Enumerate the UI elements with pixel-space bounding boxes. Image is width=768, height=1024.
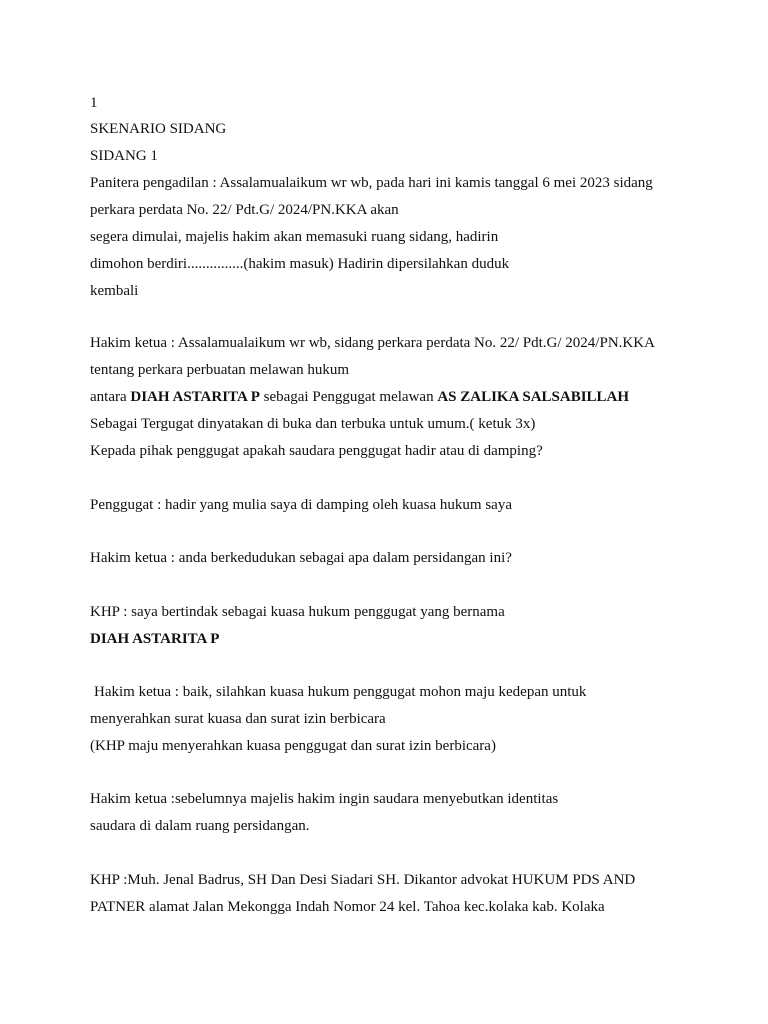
paragraph-line: tentang perkara perbuatan melawan hukum <box>90 362 350 378</box>
paragraph-line: Sebagai Tergugat dinyatakan di buka dan terbuka untuk umum.( ketuk 3x) <box>90 416 536 432</box>
paragraph-line: segera dimulai, majelis hakim akan memasuki ruang sidang, hadirin <box>90 229 499 245</box>
document-title: SKENARIO SIDANG <box>90 121 227 137</box>
paragraph-line: Penggugat : hadir yang mulia saya di damping oleh kuasa hukum saya <box>90 497 512 513</box>
paragraph-line: saudara di dalam ruang persidangan. <box>90 818 310 834</box>
paragraph-line: KHP : saya bertindak sebagai kuasa hukum penggugat yang bernama <box>90 604 505 620</box>
text-run: antara <box>90 389 131 405</box>
plaintiff-name: DIAH ASTARITA P <box>90 631 220 647</box>
paragraph-line: Hakim ketua :sebelumnya majelis hakim ingin saudara menyebutkan identitas <box>90 791 559 807</box>
plaintiff-name: DIAH ASTARITA P <box>130 389 260 405</box>
paragraph-line: Panitera pengadilan : Assalamualaikum wr wb, pada hari ini kamis tanggal 6 mei 2023 sidang <box>90 175 653 191</box>
paragraph-line: menyerahkan surat kuasa dan surat izin berbicara <box>90 711 386 727</box>
plaintiff-name-bold <box>90 630 219 648</box>
paragraph-line: PATNER alamat Jalan Mekongga Indah Nomor 24 kel. Tahoa kec.kolaka kab. Kolaka <box>90 899 605 915</box>
paragraph-line: dimohon berdiri...............(hakim masuk) Hadirin dipersilahkan duduk <box>90 256 510 272</box>
session-heading: SIDANG 1 <box>90 148 158 164</box>
paragraph-line: kembali <box>90 283 139 299</box>
paragraph-line: Hakim ketua : baik, silahkan kuasa hukum penggugat mohon maju kedepan untuk <box>94 684 587 700</box>
text-run: sebagai Penggugat melawan <box>259 389 438 405</box>
paragraph-line: Hakim ketua : Assalamualaikum wr wb, sidang perkara perdata No. 22/ Pdt.G/ 2024/PN.KKA <box>90 335 655 351</box>
page-number: 1 <box>90 95 98 111</box>
paragraph-line: Kepada pihak penggugat apakah saudara penggugat hadir atau di damping? <box>90 443 543 459</box>
paragraph-line: KHP :Muh. Jenal Badrus, SH Dan Desi Siadari SH. Dikantor advokat HUKUM PDS AND <box>90 872 636 888</box>
defendant-name: AS ZALIKA SALSABILLAH <box>437 389 630 405</box>
paragraph-line <box>90 388 629 406</box>
paragraph-line: Hakim ketua : anda berkedudukan sebagai apa dalam persidangan ini? <box>90 550 512 566</box>
paragraph-line: perkara perdata No. 22/ Pdt.G/ 2024/PN.KKA akan <box>90 202 399 218</box>
paragraph-line: (KHP maju menyerahkan kuasa penggugat dan surat izin berbicara) <box>90 738 496 754</box>
